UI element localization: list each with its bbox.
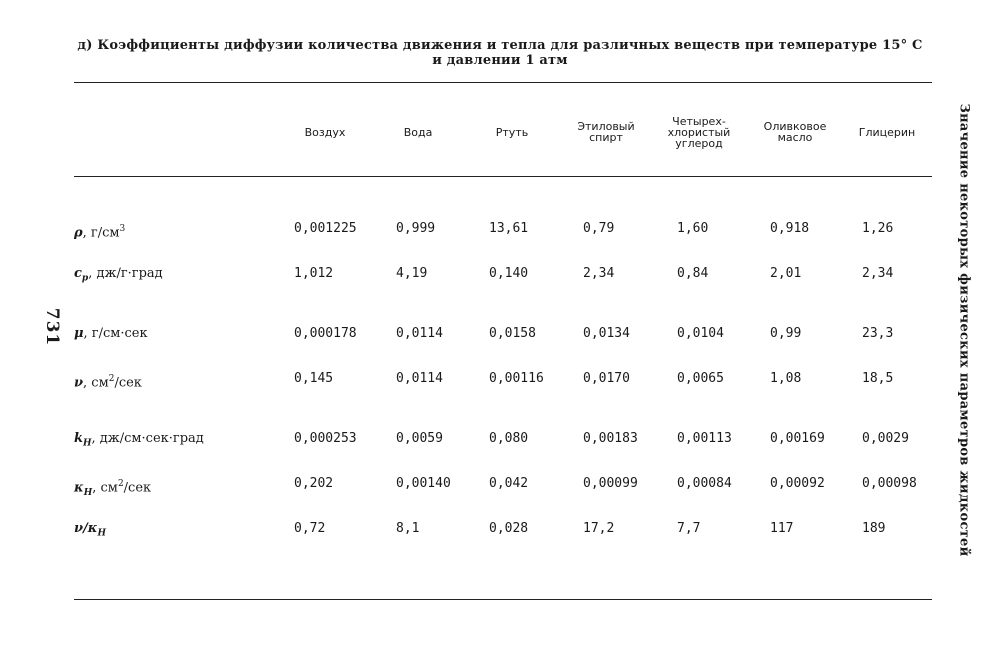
column-header-line: углерод (675, 136, 723, 150)
column-header (644, 116, 754, 149)
table-cell: 0,00169 (770, 431, 825, 446)
table-cell: 189 (862, 521, 886, 536)
table-cell: 0,0104 (677, 326, 724, 341)
table-cell: 0,00113 (677, 431, 732, 446)
row-label (74, 371, 142, 391)
table-cell: 1,08 (770, 371, 802, 386)
row-label (74, 266, 163, 287)
column-header-line: спирт (589, 131, 623, 144)
row-symbol: κ (74, 480, 84, 496)
row-separator: , (83, 326, 92, 341)
row-unit-tail: /сек (123, 480, 152, 496)
table-cell: 0,0134 (583, 326, 630, 341)
table-cell: 0,001225 (294, 221, 357, 236)
table-cell: 0,00099 (583, 476, 638, 491)
table-cell: 17,2 (583, 521, 615, 536)
row-separator: , (91, 431, 100, 446)
table-cell: 0,0114 (396, 371, 443, 386)
table-cell: 0,0158 (489, 326, 536, 341)
table-cell: 2,01 (770, 266, 802, 281)
table-cell: 18,5 (862, 371, 894, 386)
row-unit-exponent: 2 (117, 479, 124, 489)
table-cell: 23,3 (862, 326, 894, 341)
table-cell: 0,0065 (677, 371, 724, 386)
row-symbol: k (74, 431, 84, 446)
row-label (74, 221, 125, 241)
column-header-line: Воздух (304, 125, 346, 139)
table-title-line-2: и давлении 1 атм (432, 53, 568, 68)
table-cell: 0,0059 (396, 431, 443, 446)
column-header-line: Ртуть (495, 125, 529, 139)
row-symbol: ν/κ (74, 521, 98, 536)
table-cell: 1,60 (677, 221, 709, 236)
table-title-line-1: д) Коэффициенты диффузии количества движения и тепла для различных веществ при температуре 15° С (77, 38, 923, 53)
table-cell: 0,00183 (583, 431, 638, 446)
table-cell: 7,7 (677, 521, 701, 536)
row-separator: , (92, 480, 101, 496)
table-cell: 0,00098 (862, 476, 917, 491)
row-separator: , (88, 266, 97, 281)
table-cell: 0,00092 (770, 476, 825, 491)
table-cell: 0,140 (489, 266, 529, 281)
table-cell: 13,61 (489, 221, 529, 236)
table-cell: 8,1 (396, 521, 420, 536)
table-cell: 0,99 (770, 326, 802, 341)
bottom-rule (74, 599, 932, 600)
row-symbol-subscript: H (97, 528, 107, 539)
table-cell: 0,000178 (294, 326, 357, 341)
table-cell: 0,00084 (677, 476, 732, 491)
table-cell: 0,042 (489, 476, 529, 491)
column-header (832, 127, 942, 138)
table-cell: 0,00116 (489, 371, 544, 386)
table-cell: 0,00140 (396, 476, 451, 491)
row-separator: , (82, 225, 91, 241)
row-label (74, 431, 204, 452)
table-cell: 0,84 (677, 266, 709, 281)
table-cell: 117 (770, 521, 794, 536)
table-cell: 0,0029 (862, 431, 909, 446)
row-symbol: c (74, 266, 82, 281)
table-cell: 2,34 (583, 266, 615, 281)
top-rule (74, 82, 932, 83)
column-header-line: Четырех- (672, 114, 726, 128)
row-unit: см (91, 375, 109, 391)
page-number: 731 (42, 307, 62, 347)
row-symbol-subscript: p (81, 273, 89, 284)
row-unit: г/см·сек (91, 326, 148, 341)
header-rule (74, 176, 932, 177)
table-cell: 0,79 (583, 221, 615, 236)
row-symbol: ν (74, 375, 84, 391)
row-symbol: μ (74, 326, 84, 341)
column-header-line: Вода (403, 125, 433, 139)
table-cell: 0,145 (294, 371, 334, 386)
column-header-line: Этиловый (577, 120, 635, 133)
row-unit: дж/см·сек·град (99, 431, 204, 446)
table-cell: 2,34 (862, 266, 894, 281)
row-unit-tail: /сек (114, 375, 142, 391)
table-cell: 1,012 (294, 266, 334, 281)
table-cell: 0,0170 (583, 371, 630, 386)
table-cell: 0,999 (396, 221, 436, 236)
table-cell: 0,000253 (294, 431, 357, 446)
row-unit-exponent: 2 (108, 374, 115, 384)
sidebar-caption: Значение некоторых физических параметров жидкостей (956, 103, 972, 557)
table-cell: 0,0114 (396, 326, 443, 341)
row-unit-exponent: 3 (119, 224, 126, 234)
column-header-line: Оливковое (763, 120, 827, 133)
column-header-line: Глицерин (858, 125, 916, 139)
row-unit: дж/г·град (96, 266, 163, 281)
row-separator: , (83, 375, 92, 391)
row-symbol: ρ (74, 225, 83, 241)
column-header-line: хлористый (667, 125, 731, 139)
table-cell: 0,028 (489, 521, 529, 536)
row-symbol-subscript: H (83, 487, 93, 498)
table-cell: 0,202 (294, 476, 334, 491)
column-header-line: масло (777, 131, 813, 144)
row-unit: см (100, 480, 118, 496)
row-symbol-subscript: H (83, 438, 92, 449)
table-cell: 0,72 (294, 521, 326, 536)
table-cell: 4,19 (396, 266, 428, 281)
row-unit: г/см (90, 225, 120, 241)
table-cell: 0,918 (770, 221, 810, 236)
table-cell: 1,26 (862, 221, 894, 236)
row-label (74, 476, 151, 501)
table-cell: 0,080 (489, 431, 529, 446)
row-label (74, 326, 148, 342)
row-label (74, 521, 106, 542)
